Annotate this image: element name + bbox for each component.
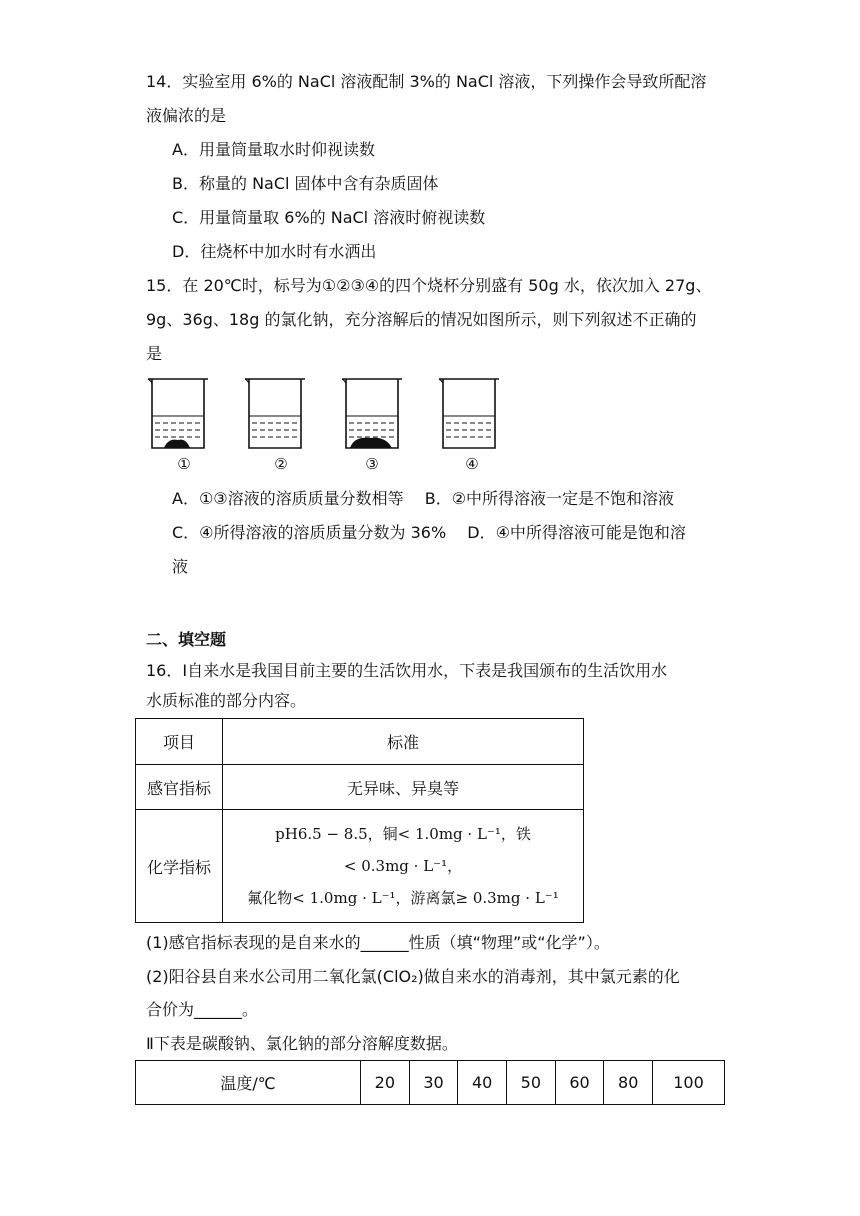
q16-sub1: (1)感官指标表现的是自来水的______性质（填“物理”或“化学”）。 (146, 933, 610, 952)
table1-header-standard: 标准 (223, 719, 584, 765)
q14-stem-line1: 14．实验室用 6%的 NaCl 溶液配制 3%的 NaCl 溶液，下列操作会导致所配溶 (146, 72, 707, 91)
q16-sub2-line2: 合价为______。 (146, 1000, 259, 1019)
beaker-4-figure (437, 376, 501, 450)
q16-stem-line2: 水质标准的部分内容。 (146, 691, 307, 710)
table2-header-30: 30 (409, 1061, 458, 1105)
q15-options-line1: A．①③溶液的溶质质量分数相等 B．②中所得溶液一定是不饱和溶液 (172, 489, 675, 508)
section-title: 二、填空题 (146, 630, 227, 649)
q15-options-line2: C．④所得溶液的溶质质量分数为 36% D．④中所得溶液可能是饱和溶 (172, 523, 686, 542)
table1-row2-line1: pH6.5 − 8.5，铜< 1.0mg · L⁻¹，铁 (275, 825, 531, 843)
table2-header-temperature: 温度/℃ (136, 1061, 361, 1105)
solubility-table (135, 1060, 725, 1105)
q14-option-d: D．往烧杯中加水时有水洒出 (172, 242, 377, 261)
beaker-label-2: ② (274, 455, 288, 473)
beaker-1-figure (146, 376, 210, 450)
beaker-label-3: ③ (365, 455, 379, 473)
q15-stem-line3: 是 (146, 344, 163, 363)
q16-stem-line1: 16．Ⅰ自来水是我国目前主要的生活饮用水，下表是我国颁布的生活饮用水 (146, 661, 668, 680)
table2-header-80: 80 (604, 1061, 653, 1105)
q16-sub2-line1: (2)阳谷县自来水公司用二氧化氯(ClO₂)做自来水的消毒剂，其中氯元素的化 (146, 967, 680, 986)
table1-row2-line2: < 0.3mg · L⁻¹， (343, 857, 463, 875)
table2-header-40: 40 (458, 1061, 507, 1105)
table1-row1-label: 感官指标 (136, 765, 223, 810)
q14-option-a: A．用量筒量取水时仰视读数 (172, 140, 375, 159)
q16-part2: Ⅱ下表是碳酸钠、氯化钠的部分溶解度数据。 (146, 1034, 458, 1053)
beaker-3-figure (340, 376, 404, 450)
table1-row2-label: 化学指标 (136, 810, 223, 923)
q14-option-b: B．称量的 NaCl 固体中含有杂质固体 (172, 174, 439, 193)
q15-stem-line1: 15．在 20℃时，标号为①②③④的四个烧杯分别盛有 50g 水，依次加入 27g、 (146, 276, 712, 295)
table1-header-item: 项目 (136, 719, 223, 765)
table2-header-20: 20 (361, 1061, 410, 1105)
table2-header-100: 100 (653, 1061, 725, 1105)
beaker-label-4: ④ (465, 455, 479, 473)
water-standard-table (135, 718, 584, 923)
q14-stem-line2: 液偏浓的是 (146, 106, 227, 125)
beaker-2-figure (243, 376, 307, 450)
q15-stem-line2: 9g、36g、18g 的氯化钠，充分溶解后的情况如图所示，则下列叙述不正确的 (146, 310, 697, 329)
beaker-label-1: ① (177, 455, 191, 473)
table2-header-60: 60 (555, 1061, 604, 1105)
q14-option-c: C．用量筒量取 6%的 NaCl 溶液时俯视读数 (172, 208, 486, 227)
table1-row2-line3: 氟化物< 1.0mg · L⁻¹，游离氯≥ 0.3mg · L⁻¹ (247, 889, 559, 907)
table2-header-50: 50 (507, 1061, 556, 1105)
q15-options-line3: 液 (172, 557, 189, 576)
table1-row2-value (223, 810, 584, 923)
table1-row1-value: 无异味、异臭等 (223, 765, 584, 810)
